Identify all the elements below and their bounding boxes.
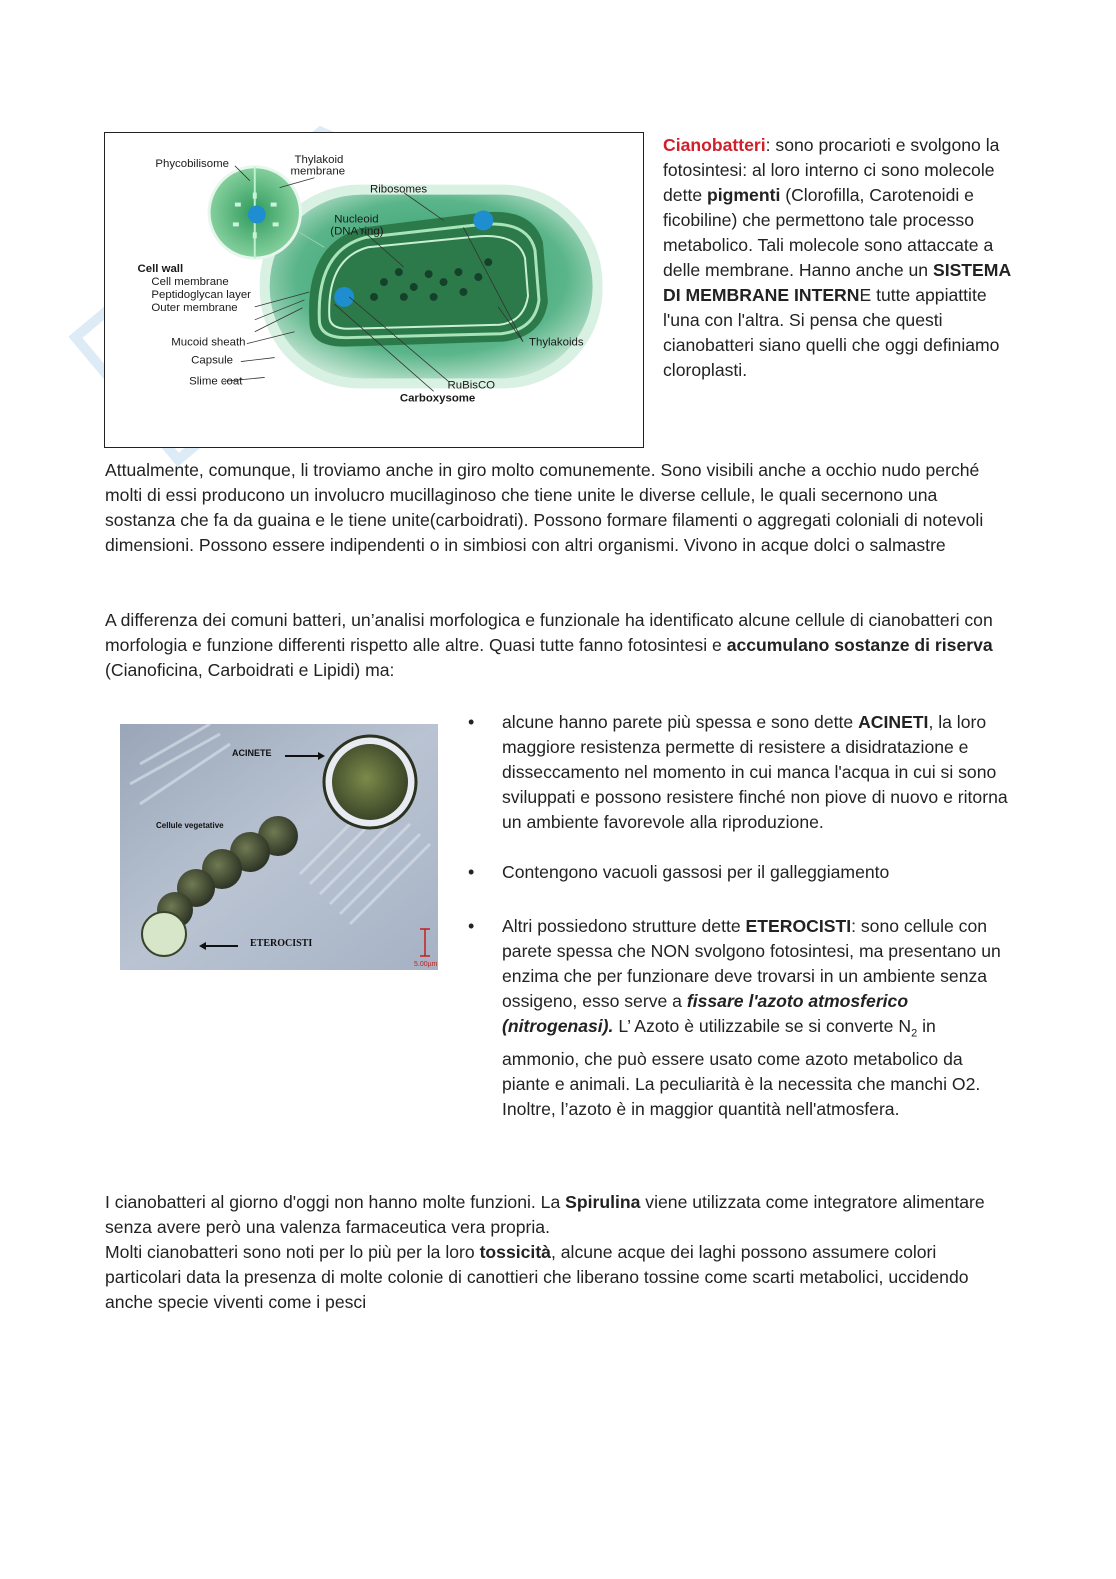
bullet-3-subscript: 2 <box>911 1027 918 1040</box>
label-mucoid-sheath: Mucoid sheath <box>171 336 246 349</box>
label-cell-wall: Cell wall <box>137 263 184 276</box>
label-capsule: Capsule <box>191 354 234 367</box>
paragraph-3 <box>105 1190 1005 1315</box>
paragraph-3-text-2: viene utilizzata come integratore alimentare senza avere però una valenza farmaceutica vera propria. <box>105 1192 985 1237</box>
paragraph-3-text-3: Molti cianobatteri sono noti per lo più per la loro <box>105 1242 480 1262</box>
label-ribosomes: Ribosomes <box>370 183 428 196</box>
label-phycobilisome: Phycobilisome <box>155 157 229 170</box>
term-acineti: ACINETI <box>858 712 929 732</box>
term-spirulina: Spirulina <box>565 1192 641 1212</box>
label-acinete: ACINETE <box>232 748 272 758</box>
bullet-3-text-4: in ammonio, che può essere usato come azoto metabolico da piante e animali. La peculiarità è la necessita che manchi O2. Inoltre, l’azoto è in maggior quantità nell'atmosfera. <box>502 1016 981 1119</box>
bullet-3-bold-italic: fissare l'azoto atmosferico (nitrogenasi). <box>502 991 909 1036</box>
bullet-3-text-1: Altri possiedono strutture dette <box>502 916 746 936</box>
label-thylakoid-membrane-2: membrane <box>290 165 346 178</box>
term-eterocisti: ETEROCISTI <box>745 916 852 936</box>
label-cell-membrane: Cell membrane <box>151 276 229 289</box>
label-thylakoid-membrane-1: Thylakoid <box>294 153 344 166</box>
list-item <box>468 914 1008 1122</box>
bullet-2-text: Contengono vacuoli gassosi per il galleggiamento <box>502 862 890 882</box>
paragraph-2 <box>105 608 1005 683</box>
intro-text-3: E tutte appiattite l'una con l'altra. Si pensa che questi cianobatteri siano quelli che oggi definiamo cloroplasti. <box>663 285 1000 380</box>
label-rubisco: RuBisCO <box>447 379 496 392</box>
intro-paragraph <box>663 133 1013 383</box>
bullet-1-text-2: , la loro maggiore resistenza permette di resistere a disidratazione e disseccamento nel momento in cui manca l'acqua in cui si sono sviluppati e possono resistere finché non piove di nuovo e ritorna un ambiente favorevole alla riproduzione. <box>502 712 1008 832</box>
label-slime-coat: Slime coat <box>189 375 243 388</box>
list-item <box>468 860 1008 885</box>
label-cellule-vegetative: Cellule vegetative <box>156 821 224 830</box>
paragraph-1: Attualmente, comunque, li troviamo anche in giro molto comunemente. Sono visibili anche a occhio nudo perché molti di essi producono un involucro mucillaginoso che tiene unite le diverse cellule, le quali secernono una sostanza che fa da guaina e le tiene unite(carboidrati). Possono formare filamenti o aggregati coloniali di notevoli dimensioni. Possono essere indipendenti o in simbiosi con altri organismi. Vivono in acque dolci o salmastre <box>105 460 984 555</box>
list-item <box>468 710 1008 835</box>
paragraph-3-text-4: , alcune acque dei laghi possono assumere colori particolari data la presenza di molte colonie di canottieri che liberano tossine come scarti metabolici, uccidendo anche specie viventi come i pesci <box>105 1242 969 1312</box>
label-scale: 5.00µm <box>414 961 438 968</box>
bullet-list <box>468 710 1008 1122</box>
intro-text-2: (Clorofilla, Carotenoidi e ficobiline) che permettono tale processo metabolico. Tali molecole sono attaccate a delle membrane. Hanno anche un <box>663 185 994 280</box>
label-nucleoid: Nucleoid <box>334 213 379 226</box>
label-dna-ring: (DNA ring) <box>330 225 384 238</box>
paragraph-2-bold: accumulano sostanze di riserva <box>726 635 993 655</box>
label-thylakoids: Thylakoids <box>529 336 584 349</box>
bullet-1-text-1: alcune hanno parete più spessa e sono dette <box>502 712 859 732</box>
term-cianobatteri: Cianobatteri <box>663 135 766 155</box>
cyanobacterium-diagram <box>104 132 644 448</box>
label-eterocisti: ETEROCISTI <box>250 938 313 949</box>
paragraph-3-text-1: I cianobatteri al giorno d'oggi non hanno molte funzioni. La <box>105 1192 566 1212</box>
micrograph-image <box>120 724 438 970</box>
label-peptidoglycan-layer: Peptidoglycan layer <box>151 288 251 301</box>
term-tossicita: tossicità <box>479 1242 551 1262</box>
term-pigmenti: pigmenti <box>707 185 781 205</box>
intro-text-1: : sono procarioti e svolgono la fotosintesi: al loro interno ci sono molecole dette <box>663 135 1000 205</box>
bullet-3-text-3: L’ Azoto è utilizzabile se si converte N <box>613 1016 912 1036</box>
bullet-3-text-2: : sono cellule con parete spessa che NON svolgono fotosintesi, ma presentano un enzima che per funzionare deve trovarsi in un ambiente senza ossigeno, esso serve a <box>502 916 1001 1011</box>
label-carboxysome: Carboxysome <box>399 392 476 405</box>
label-outer-membrane: Outer membrane <box>151 301 238 314</box>
paragraph-2-text-2: (Cianoficina, Carboidrati e Lipidi) ma: <box>105 660 395 680</box>
paragraph-2-text-1: A differenza dei comuni batteri, un’analisi morfologica e funzionale ha identificato alcune cellule di cianobatteri con morfologia e funzione differenti rispetto alle altre. Quasi tutte fanno fotosintesi e <box>105 610 993 655</box>
term-sistema-membrane: SISTEMA DI MEMBRANE INTERN <box>663 260 1011 305</box>
